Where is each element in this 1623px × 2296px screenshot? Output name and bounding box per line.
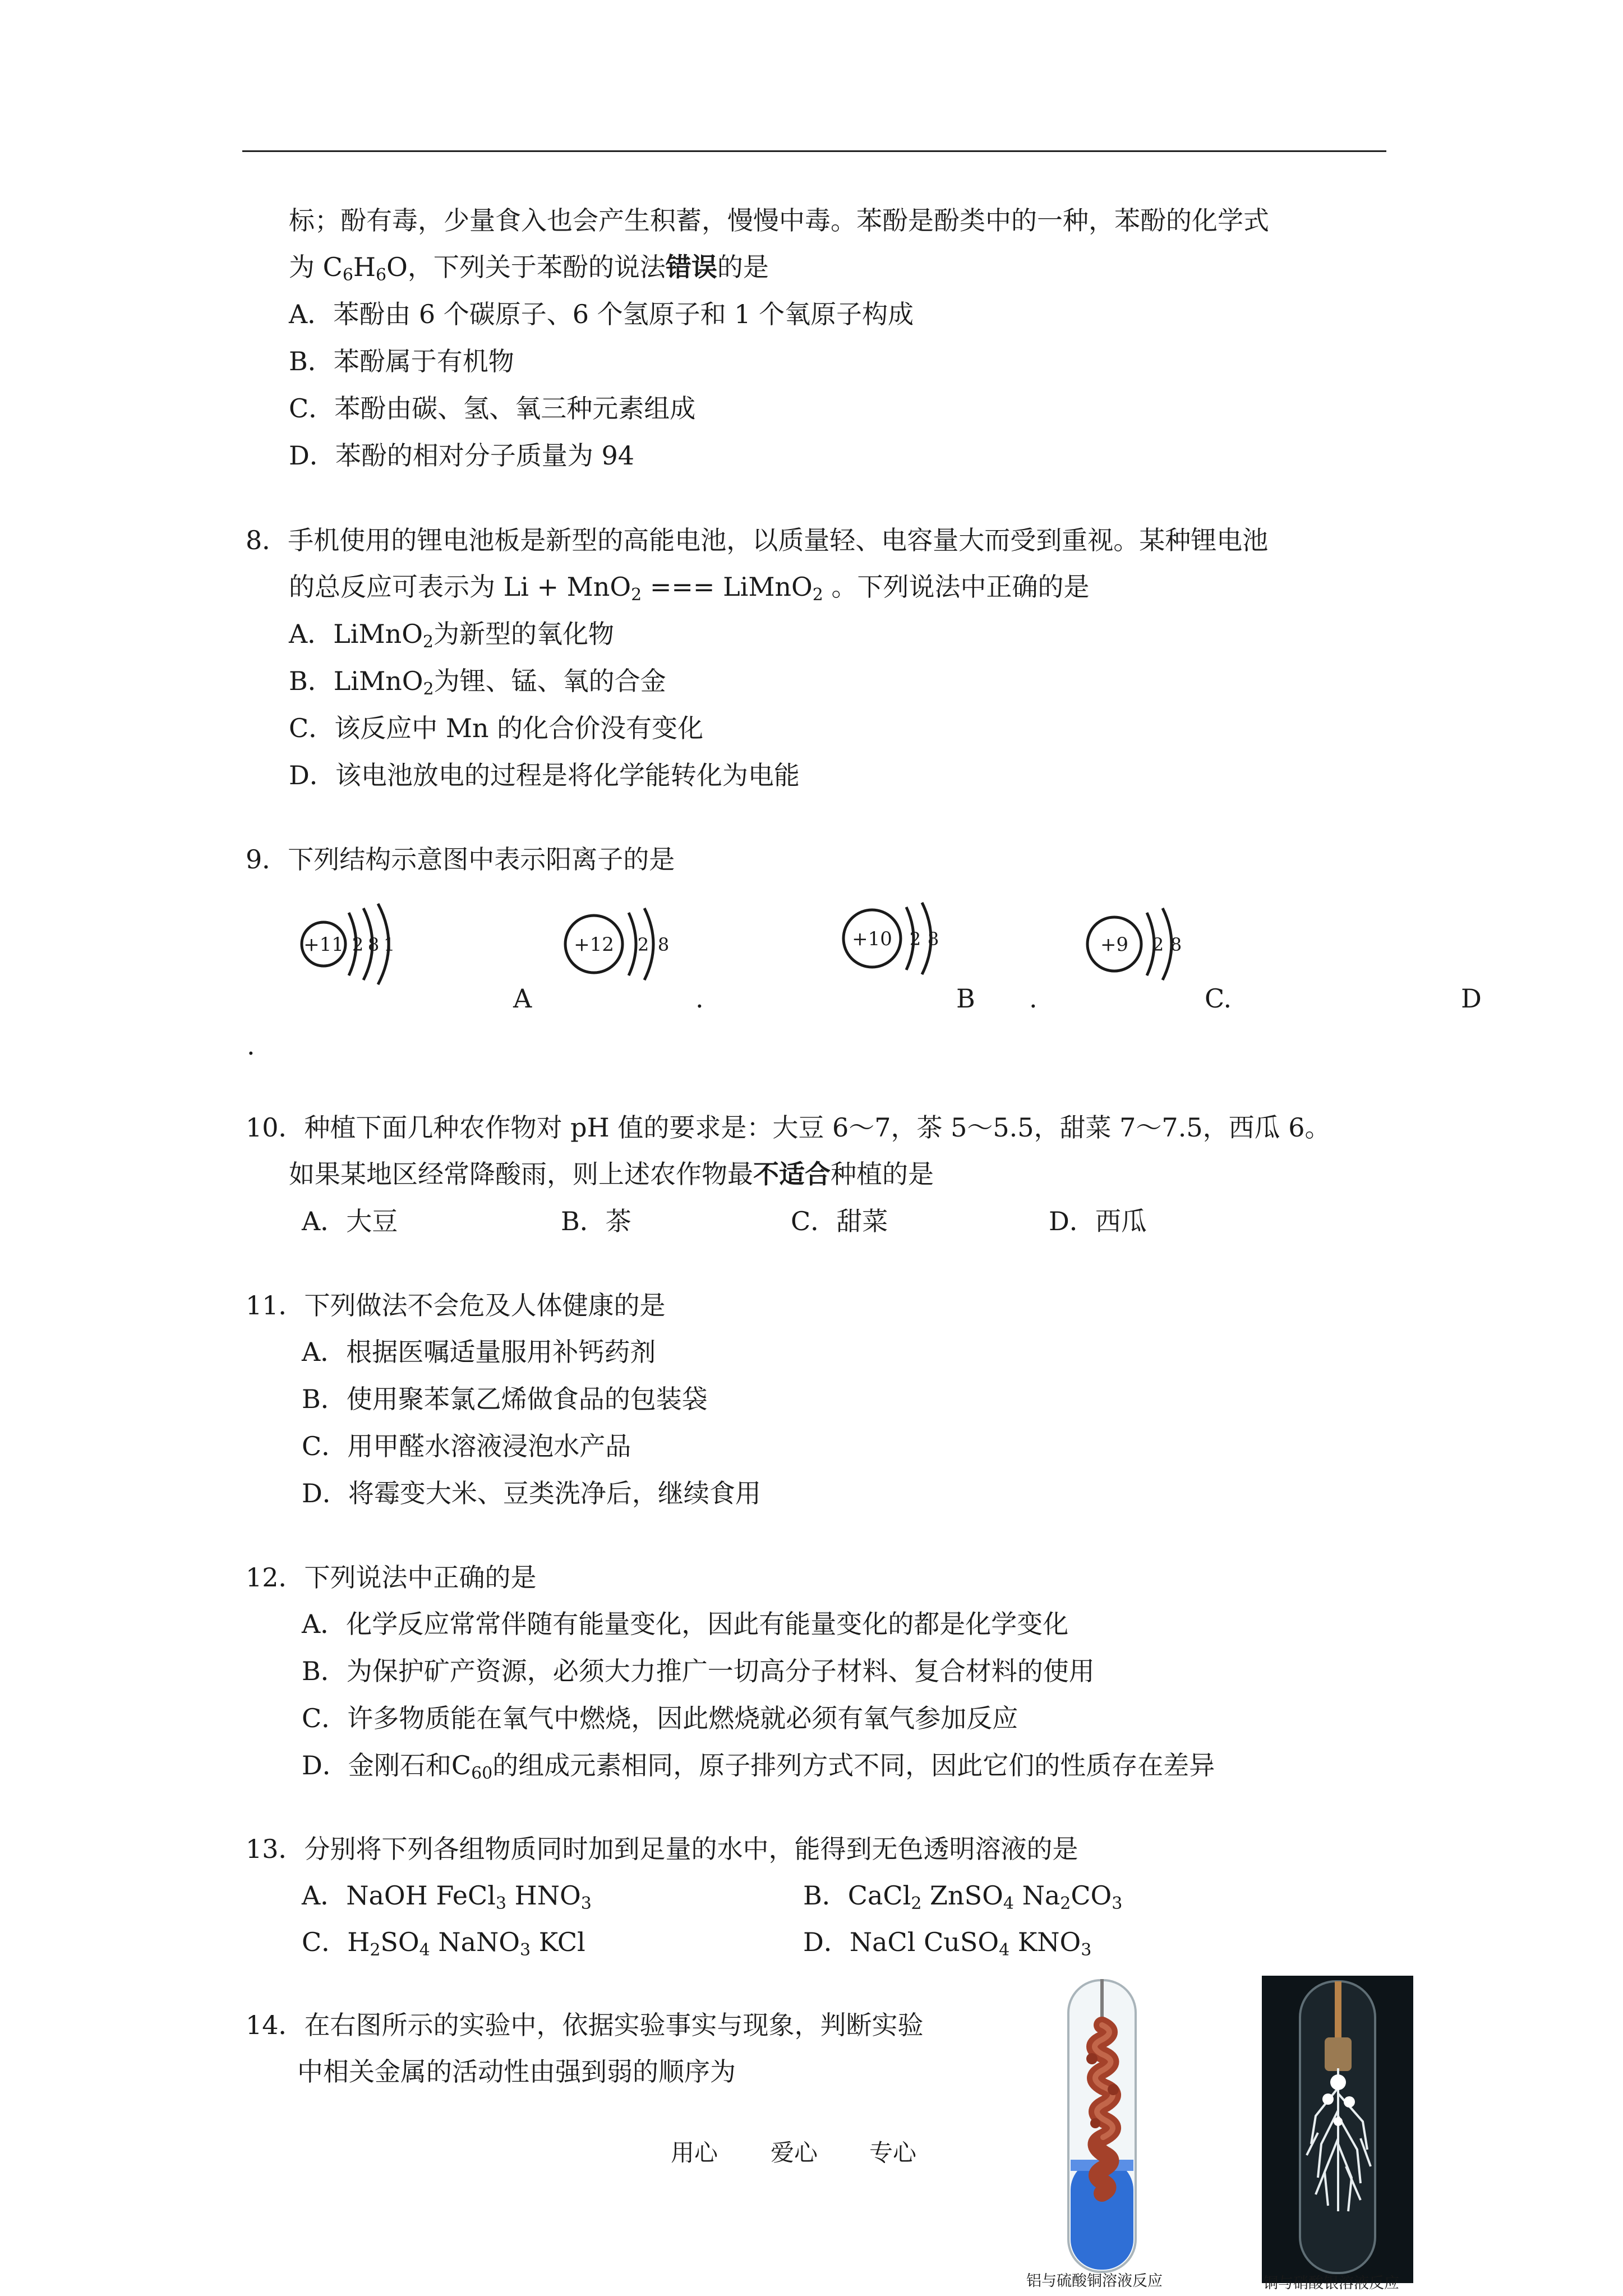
q12-option-a: A．化学反应常常伴随有能量变化，因此有能量变化的都是化学变化: [302, 1609, 1069, 1639]
q13-stem: 13．分别将下列各组物质同时加到足量的水中，能得到无色透明溶液的是: [246, 1834, 1078, 1864]
caption-right: 铜与硝酸银溶液反应: [1263, 2275, 1399, 2292]
q13-option-d: D．NaCl CuSO$_4$ $KNO_3$: [803, 1927, 1092, 1960]
q10-option-d: D．西瓜: [1049, 1206, 1147, 1236]
q8-option-c: C．该反应中 Mn 的化合价没有变化: [289, 713, 704, 743]
q9-label-a: A: [513, 983, 532, 1014]
q11-option-b: B．使用聚苯氯乙烯做食品的包装袋: [302, 1384, 708, 1414]
q10-line2: 如果某地区经常降酸雨，则上述农作物最不适合种植的是: [289, 1159, 934, 1189]
q10-option-c: C．甜菜: [791, 1206, 888, 1236]
shell-count: 2: [352, 934, 364, 955]
q9-label-d: D: [1461, 983, 1482, 1014]
electron-shell: [629, 913, 636, 976]
footer-word-1: 用心: [671, 2139, 718, 2166]
q9-dot-3: .: [247, 1030, 255, 1061]
nucleus-charge: +11: [303, 933, 344, 956]
atom-diagram-a: [297, 900, 409, 992]
atom-diagram-c: [841, 895, 953, 987]
shell-count: 8: [1170, 934, 1182, 955]
q11-option-c: C．用甲醛水溶液浸泡水产品: [302, 1431, 631, 1461]
q12-option-b: B．为保护矿产资源，必须大力推广一切高分子材料、复合材料的使用: [302, 1656, 1095, 1686]
emphasis-wrong: 错误: [665, 252, 717, 282]
nucleus-charge: +10: [852, 928, 892, 950]
header-rule: [242, 150, 1386, 152]
q8-option-d: D．该电池放电的过程是将化学能转化为电能: [289, 760, 800, 790]
q13-option-a: A．NaOH FeCl$_3$ $HNO_3$: [302, 1880, 592, 1913]
q7-line1: 标；酚有毒，少量食入也会产生积蓄，慢慢中毒。苯酚是酚类中的一种，苯酚的化学式: [289, 205, 1269, 236]
q7-option-b: B．苯酚属于有机物: [289, 346, 514, 376]
shell-count: 2: [637, 934, 649, 955]
shell-count: 1: [383, 934, 395, 955]
q9-dot-2: .: [1029, 983, 1038, 1014]
q12-option-c: C．许多物质能在氧气中燃烧，因此燃烧就必须有氧气参加反应: [302, 1703, 1018, 1733]
q9-label-b: B: [956, 983, 975, 1014]
q13-option-b: B．CaCl$_2$ ZnSO$_4$ $Na_2CO_3$: [803, 1880, 1123, 1913]
caption-left: 铝与硫酸铜溶液反应: [1026, 2272, 1163, 2290]
q12-stem: 12．下列说法中正确的是: [246, 1562, 537, 1593]
shell-count: 2: [1152, 934, 1164, 955]
nucleus-charge: +9: [1100, 933, 1129, 956]
nucleus-charge: +12: [574, 933, 614, 956]
q7-option-d: D．苯酚的相对分子质量为 94: [289, 440, 635, 471]
photo-aluminum-copper-sulfate: [1018, 1975, 1186, 2285]
atom-diagram-b: [564, 900, 676, 992]
q9-stem: 9．下列结构示意图中表示阳离子的是: [246, 844, 675, 875]
shell-count: 2: [909, 928, 921, 950]
q11-stem: 11．下列做法不会危及人体健康的是: [246, 1290, 666, 1320]
q8-line2: 的总反应可表示为 Li + MnO$_2$ === LiMnO$_2$ 。下列说法中正确的是: [289, 572, 1090, 605]
q14-line1: 14．在右图所示的实验中，依据实验事实与现象，判断实验: [246, 2010, 924, 2040]
photo-copper-silver-nitrate: [1262, 1976, 1413, 2285]
q10-option-a: A．大豆: [302, 1206, 398, 1236]
q9-label-c: C.: [1205, 983, 1232, 1014]
footer-word-2: 爱心: [771, 2139, 818, 2166]
q10-line1: 10．种植下面几种农作物对 pH 值的要求是：大豆 6～7，茶 5～5.5，甜菜 7～7.5，西瓜 6。: [246, 1112, 1331, 1143]
q11-option-a: A．根据医嘱适量服用补钙药剂: [302, 1337, 656, 1367]
q14-line2: 中相关金属的活动性由强到弱的顺序为: [297, 2056, 736, 2087]
emphasis-least-suitable: 不适合: [753, 1159, 831, 1189]
q8-option-a: A．LiMnO$_2$为新型的氧化物: [289, 619, 615, 652]
footer-word-3: 专心: [869, 2139, 917, 2166]
shell-count: 8: [657, 934, 670, 955]
q7-option-c: C．苯酚由碳、氢、氧三种元素组成: [289, 393, 696, 424]
q7-line2: 为 $C_6H_6O$，下列关于苯酚的说法错误的是: [289, 252, 769, 285]
q8-line1: 8．手机使用的锂电池板是新型的高能电池，以质量轻、电容量大而受到重视。某种锂电池: [246, 525, 1269, 555]
q9-dot-1: .: [695, 983, 704, 1014]
q10-option-b: B．茶: [561, 1206, 631, 1236]
atom-diagram-d: [1085, 900, 1197, 992]
q8-option-b: B．LiMnO$_2$为锂、锰、氧的合金: [289, 666, 666, 699]
shell-count: 8: [367, 934, 380, 955]
q7-option-a: A．苯酚由 6 个碳原子、6 个氢原子和 1 个氧原子构成: [289, 299, 914, 329]
q13-option-c: C．$H_2SO_4$ NaNO$_3$ KCl: [302, 1927, 585, 1960]
shell-count: 8: [927, 928, 939, 950]
q11-option-d: D．将霉变大米、豆类洗净后，继续食用: [302, 1478, 761, 1508]
q12-option-d: D．金刚石和$C_{60}$的组成元素相同，原子排列方式不同，因此它们的性质存在差异: [302, 1750, 1215, 1783]
